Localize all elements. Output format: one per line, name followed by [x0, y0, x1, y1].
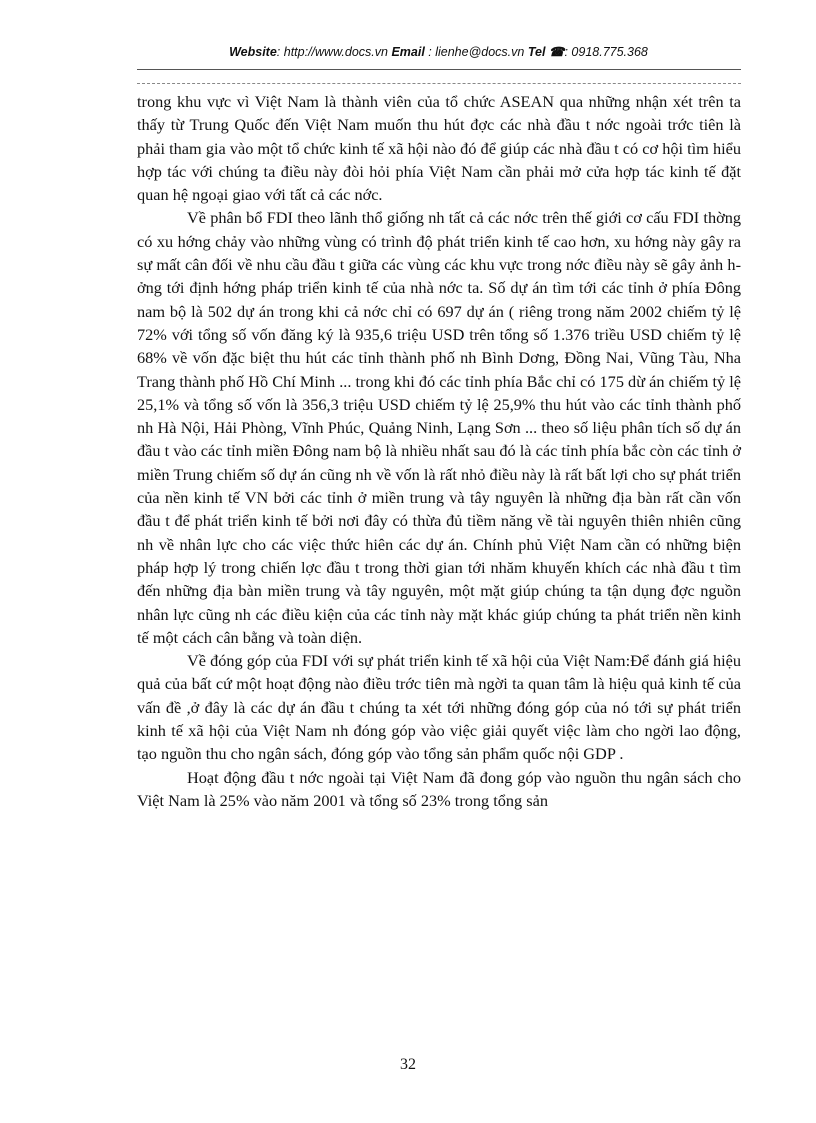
header-rule — [137, 69, 741, 70]
email-value: : lienhe@docs.vn — [424, 45, 528, 59]
header-dashed-rule — [137, 83, 741, 84]
website-value: : http://www.docs.vn — [276, 45, 392, 59]
tel-label: Tel ☎ — [527, 45, 565, 59]
tel-value: : 0918.775.368 — [564, 45, 648, 59]
paragraph-2: Về phân bổ FDI theo lãnh thổ giống nh tất cả các nớc trên thế giới cơ cấu FDI thờng có xu hớng chảy vào những vùng có trình độ phát triển kinh tế cao hơn, xu hớng này gây ra sự mất cân đối về nhu cầu đầu t giữa các vùng các khu vực trong nớc điều này sẽ gây ảnh hởng tới định hớng pháp triển kinh tế của nhà nớc ta. Số dự án tìm tới các tỉnh ở phía Đông nam bộ là 502 dự án trong khi cả nớc chỉ có 697 dự án ( riêng trong năm 2002 chiếm tỷ lệ 72% với tổng số vốn đăng ký là 935,6 triệu USD trên tổng số 1.376 triều USD chiếm tỷ lệ 68% về vốn đặc biệt thu hút các tỉnh thành phố nh Bình Dơng, Đồng Nai, Vũng Tàu, Nha Trang thành phố Hồ Chí Minh ... trong khi đó các tỉnh phía Bắc chỉ có 175 dừ án chiếm tỷ lệ 25,1% và tổng số vốn là 356,3 triệu USD chiếm tỷ lệ 25,9% thu hút vào các tỉnh thành phố nh Hà Nội, Hải Phòng, Vĩnh Phúc, Quảng Ninh, Lạng Sơn ... theo số liệu phân tích số dự án đầu t vào các tỉnh miền Đông nam bộ là nhiều nhất sau đó là các tỉnh phía bắc còn các tỉnh ở miền Trung chiếm số dự án cũng nh về vốn là rất nhỏ điều này là rất bất lợi cho sự phát triển của nền kinh tế VN bởi các tỉnh ở miền trung và tây nguyên là những địa bàn rất cần vốn đầu t để phát triển kinh tế bởi nơi đây có thừa đủ tiềm năng về tài nguyên thiên nhiên cũng nh về nhân lực cho các việc thức hiên các dự án. Chính phủ Việt Nam cần có những biện pháp hợp lý trong chiến lợc đầu t trong thời gian tới nhăm khuyến khích các nhà đầu t tìm đến những địa bàn miền trung và tây nguyên, một mặt giúp chúng ta tận dụng đợc nguồn nhân lực cũng nh các điều kiện của các tỉnh này mặt khác giúp chúng ta phát triển nền kinh tế một cách cân bằng và toàn diện. — [137, 208, 741, 647]
website-label: Website — [229, 45, 277, 59]
page-number: 32 — [400, 1056, 416, 1073]
paragraph-4: Hoạt động đầu t nớc ngoài tại Việt Nam đã đong góp vào nguồn thu ngân sách cho Việt Nam là 25% vào năm 2001 và tổng số 23% trong tổng sản — [137, 767, 741, 810]
paragraph-3: Về đóng góp của FDI với sự phát triển kinh tế xã hội của Việt Nam:Để đánh giá hiệu quả của bất cứ một hoạt động nào điều trớc tiên mà ngời ta quan tâm là hiệu quả kinh tế của vấn đề ,ở đây là các dự án đầu t chúng ta xét tới những đóng góp của nó tới sự phát triển kinh tế xã hội của Việt Nam nh đóng góp vào việc giải quyết việc làm cho ngời lao động, tạo nguồn thu cho ngân sách, đóng góp vào tổng sản phẩm quốc nội GDP . — [137, 651, 741, 764]
paragraph-1: trong khu vực vì Việt Nam là thành viên của tổ chức ASEAN qua những nhận xét trên ta thấy từ Trung Quốc đến Việt Nam muốn thu hút đợc các nhà đầu t nớc ngoài trớc tiên là phải tham gia vào một tổ chức kinh tế xã hội nào đó để giúp các nhà đầu t có cơ hội tìm hiểu hợp tác với chúng ta điều này đòi hỏi phía Việt Nam cần phải mở cửa hợp tác kinh tế đặt quan hệ ngoại giao với tất cả các nớc. — [137, 92, 741, 205]
page-header — [137, 44, 740, 66]
document-body — [137, 90, 741, 812]
email-label: Email — [391, 45, 425, 59]
